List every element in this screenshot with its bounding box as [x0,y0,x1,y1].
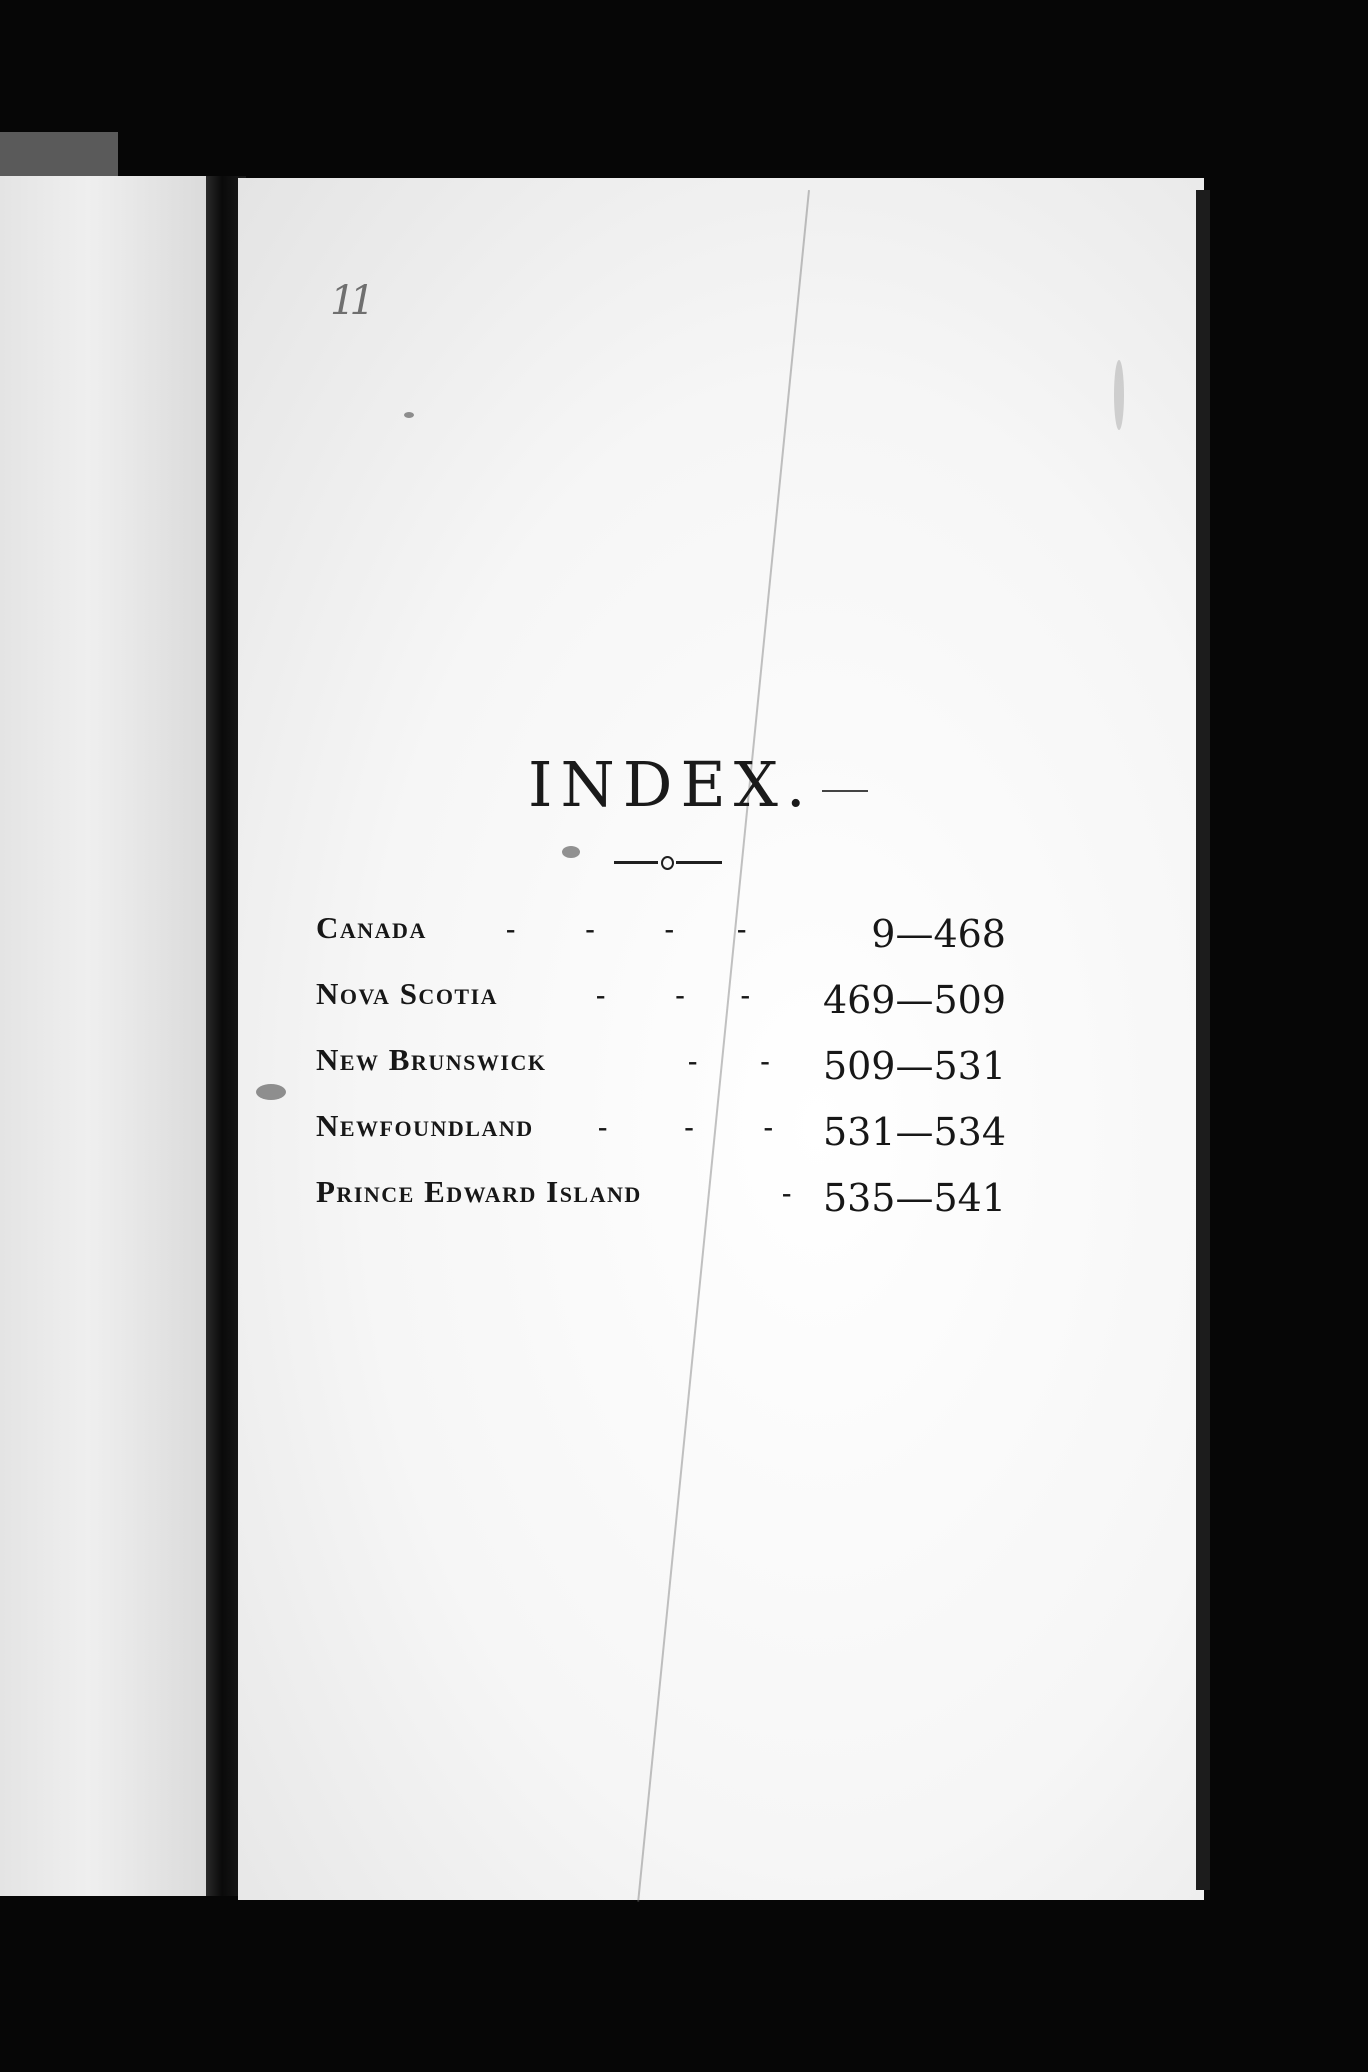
index-entry-new-brunswick [316,1032,1006,1098]
index-entry-canada [316,900,1006,966]
ornament-circle [661,856,674,870]
page-title: INDEX. [528,748,814,821]
entry-pages: 9—468 [871,912,1006,956]
ornament-rule-left [614,861,658,864]
page-edge [1196,190,1210,1890]
index-list [316,900,1006,1230]
ink-smudge [256,1084,286,1100]
pencil-note: 11 [330,278,369,324]
entry-leader: - - [688,1046,770,1077]
entry-pages: 469—509 [822,978,1006,1022]
entry-leader: - [782,1178,792,1209]
left-page [0,176,222,1896]
entry-name: Prince Edward Island [316,1174,642,1209]
index-entry-prince-edward-island [316,1164,1006,1230]
ink-smudge [562,846,580,858]
entry-leader: - - - [598,1112,773,1143]
index-entry-newfoundland [316,1098,1006,1164]
title-dash [822,790,868,792]
title-ornament [614,852,722,872]
entry-name: Nova Scotia [316,976,499,1011]
ink-smudge [1114,360,1124,430]
left-page-tab [0,132,118,176]
entry-leader: - - - [596,980,750,1011]
entry-pages: 531—534 [822,1110,1006,1154]
ink-smudge [404,412,414,418]
entry-name: Canada [316,910,427,945]
ornament-rule-right [676,861,722,864]
entry-pages: 535—541 [822,1176,1006,1220]
index-entry-nova-scotia [316,966,1006,1032]
entry-name: Newfoundland [316,1108,534,1143]
entry-leader: - - - - [506,914,747,945]
entry-name: New Brunswick [316,1042,547,1077]
entry-pages: 509—531 [822,1044,1006,1088]
